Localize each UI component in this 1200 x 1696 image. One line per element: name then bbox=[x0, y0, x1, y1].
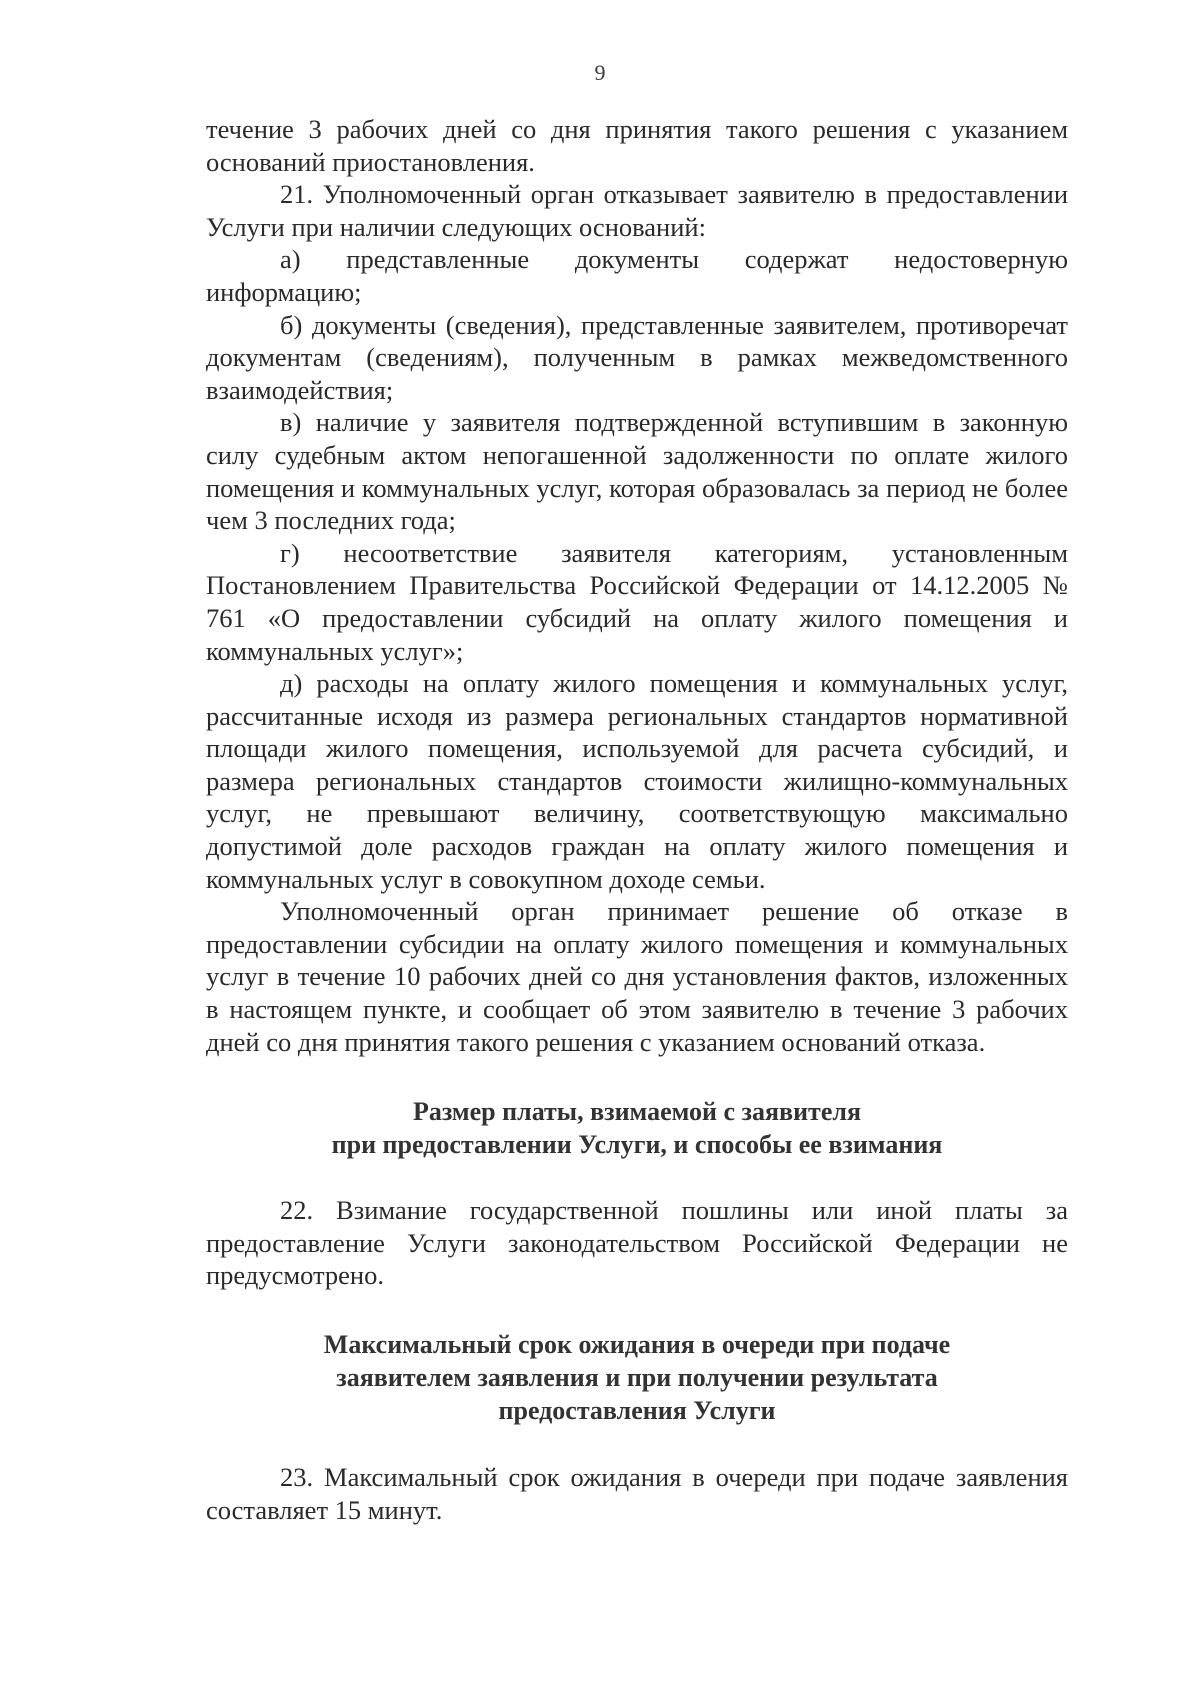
paragraph-21-item-d: д) расходы на оплату жилого помещения и коммунальных услуг, рассчитанные исходя из размера региональных стандартов нормативной площади жилого помещения, используемой для расчета субсидий, и размера региональных стандартов стоимости жилищно-коммунальных услуг, не превышают величину, соответствующую максимально допустимой доле расходов граждан на оплату жилого помещения и коммунальных услуг в совокупном доходе семьи. bbox=[206, 668, 1068, 894]
heading-line: Размер платы, взимаемой с заявителя bbox=[412, 1097, 862, 1127]
paragraph-suspension-continuation: течение 3 рабочих дней со дня принятия такого решения с указанием оснований приостановления. bbox=[206, 114, 1068, 177]
section-heading-waiting-time bbox=[206, 1328, 1068, 1427]
paragraph-21-refusal-grounds: 21. Уполномоченный орган отказывает заявителю в предоставлении Услуги при наличии следующих оснований: bbox=[206, 179, 1068, 242]
heading-line: при предоставлении Услуги, и способы ее взимания bbox=[331, 1130, 943, 1160]
heading-line: заявителем заявления и при получении результата bbox=[336, 1363, 938, 1392]
paragraph-21-item-b: б) документы (сведения), представленные заявителем, противоречат документам (сведениям), полученным в рамках межведомственного взаимодействия; bbox=[206, 309, 1068, 405]
spacer bbox=[206, 1161, 1068, 1194]
page-number: 9 bbox=[594, 60, 606, 85]
heading-line: предоставления Услуги bbox=[498, 1396, 776, 1425]
paragraph-23-waiting-time: 23. Максимальный срок ожидания в очереди при подаче заявления составляет 15 минут. bbox=[206, 1462, 1068, 1525]
section-heading-fee bbox=[206, 1095, 1068, 1161]
spacer bbox=[206, 1427, 1068, 1461]
paragraph-21-item-a: а) представленные документы содержат недостоверную информацию; bbox=[206, 244, 1068, 307]
paragraph-21-refusal-decision: Уполномоченный орган принимает решение об отказе в предоставлении субсидии на оплату жилого помещения и коммунальных услуг в течение 10 рабочих дней со дня установления фактов, изложенных в настоящем пункте, и сообщает об этом заявителю в течение 3 рабочих дней со дня принятия такого решения с указанием оснований отказа. bbox=[206, 896, 1068, 1057]
paragraph-21-item-v: в) наличие у заявителя подтвержденной вступившим в законную силу судебным актом непогашенной задолженности по оплате жилого помещения и коммунальных услуг, которая образовалась за период не более чем 3 последних года; bbox=[206, 407, 1068, 536]
spacer bbox=[206, 1058, 1068, 1095]
heading-line: Максимальный срок ожидания в очереди при подаче bbox=[323, 1330, 951, 1359]
paragraph-21-item-g: г) несоответствие заявителя категориям, установленным Постановлением Правительства Российской Федерации от 14.12.2005 № 761 «О предоставлении субсидий на оплату жилого помещения и коммунальных услуг»; bbox=[206, 537, 1068, 666]
document-body bbox=[206, 113, 1068, 1526]
spacer bbox=[206, 1292, 1068, 1328]
paragraph-22-fee: 22. Взимание государственной пошлины или иной платы за предоставление Услуги законодательством Российской Федерации не предусмотрено. bbox=[206, 1195, 1068, 1291]
